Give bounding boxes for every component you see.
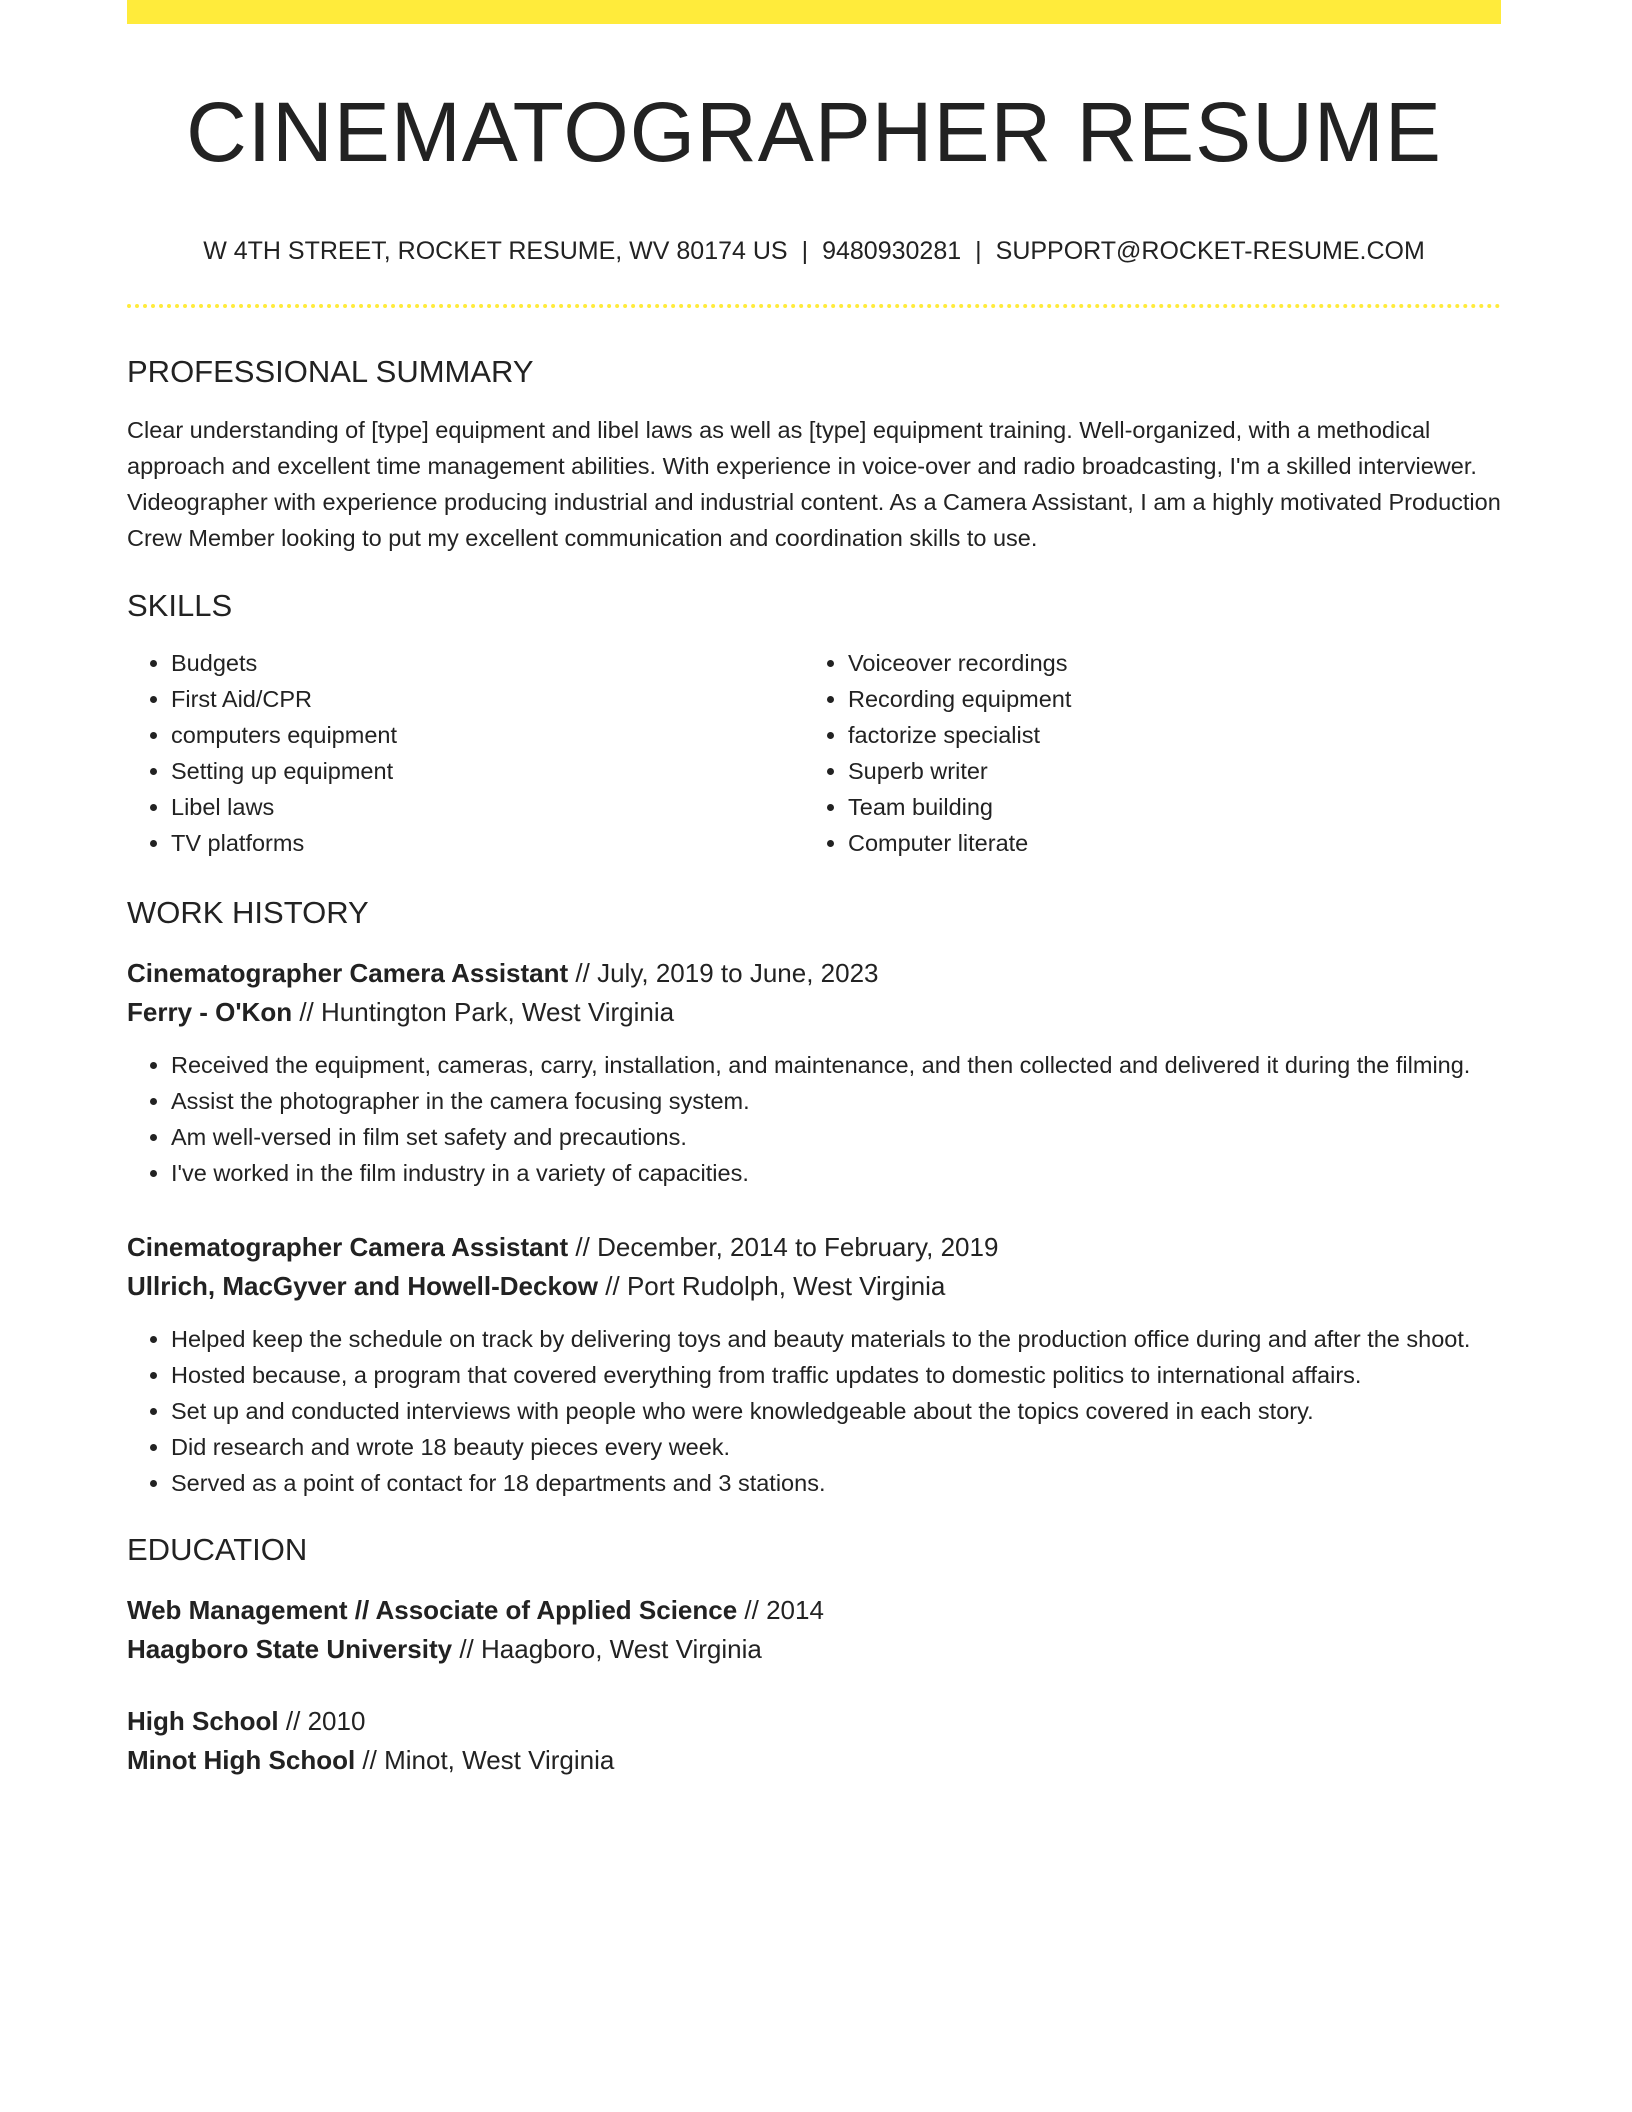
job-bullet: • Set up and conducted interviews with people who were knowledgeable about the topics covered in each story.	[171, 1393, 1501, 1429]
job-bullets	[127, 1047, 1501, 1191]
skills-column-right	[804, 645, 1481, 861]
job-title: Cinematographer Camera Assistant	[127, 1231, 569, 1262]
education-year: // 2010	[285, 1706, 366, 1737]
skill-item: • Budgets	[171, 645, 804, 681]
contact-phone: 9480930281	[822, 237, 962, 266]
work-history-heading: WORK HISTORY	[127, 894, 369, 930]
job-entry	[127, 1228, 1501, 1501]
job-location: // Huntington Park, West Virginia	[299, 996, 675, 1027]
job-bullet: • Hosted because, a program that covered everything from traffic updates to domestic politics to international affairs.	[171, 1357, 1501, 1393]
job-bullet: • Did research and wrote 18 beauty pieces every week.	[171, 1429, 1501, 1465]
job-bullet: • Received the equipment, cameras, carry, installation, and maintenance, and then collected and delivered it during the filming.	[171, 1047, 1501, 1083]
summary-text: Clear understanding of [type] equipment and libel laws as well as [type] equipment training. Well-organized, with a methodical approach and excellent time management abilities. With experience in voice-over and radio broadcasting, I'm a skilled interviewer. Videographer with experience producing industrial and industrial content. As a Camera Assistant, I am a highly motivated Production Crew Member looking to put my excellent communication and coordination skills to use.	[127, 416, 1501, 551]
contact-address: W 4TH STREET, ROCKET RESUME, WV 80174 US	[203, 237, 788, 266]
skill-item: • First Aid/CPR	[171, 681, 804, 717]
education-school: Minot High School	[127, 1745, 356, 1776]
skill-item: • Computer literate	[848, 825, 1481, 861]
education-degree-line	[127, 1591, 1501, 1630]
education-school: Haagboro State University	[127, 1634, 453, 1665]
contact-separator: |	[801, 237, 809, 266]
skills-list	[127, 645, 1501, 861]
job-company-line	[127, 1267, 1501, 1306]
education-location: // Haagboro, West Virginia	[459, 1634, 762, 1665]
job-company: Ferry - O'Kon	[127, 996, 293, 1027]
job-company-line	[127, 993, 1501, 1032]
job-location: // Port Rudolph, West Virginia	[605, 1270, 946, 1301]
job-company: Ullrich, MacGyver and Howell-Deckow	[127, 1270, 599, 1301]
skill-item: • TV platforms	[171, 825, 804, 861]
job-bullet: • Am well-versed in film set safety and precautions.	[171, 1119, 1501, 1155]
contact-line	[127, 236, 1501, 266]
job-dates: // July, 2019 to June, 2023	[575, 957, 879, 988]
contact-email: SUPPORT@ROCKET-RESUME.COM	[995, 237, 1425, 266]
skill-item: • Voiceover recordings	[848, 645, 1481, 681]
accent-top-bar	[127, 0, 1501, 24]
job-bullet: • Served as a point of contact for 18 departments and 3 stations.	[171, 1465, 1501, 1501]
resume-page	[127, 0, 1501, 1780]
skill-item: • Recording equipment	[848, 681, 1481, 717]
skill-item: • factorize specialist	[848, 717, 1481, 753]
job-bullet: • I've worked in the film industry in a variety of capacities.	[171, 1155, 1501, 1191]
job-bullet: • Helped keep the schedule on track by delivering toys and beauty materials to the production office during and after the shoot.	[171, 1321, 1501, 1357]
skill-item: • Superb writer	[848, 753, 1481, 789]
skills-heading: SKILLS	[127, 587, 233, 623]
job-bullet: • Assist the photographer in the camera focusing system.	[171, 1083, 1501, 1119]
summary-heading: PROFESSIONAL SUMMARY	[127, 354, 534, 390]
education-entry	[127, 1591, 1501, 1669]
skill-item: • computers equipment	[171, 717, 804, 753]
skills-column-left	[127, 645, 804, 861]
skill-item: • Libel laws	[171, 789, 804, 825]
job-entry	[127, 954, 1501, 1191]
job-title-line	[127, 1228, 1501, 1267]
skill-item: • Team building	[848, 789, 1481, 825]
education-entry	[127, 1702, 1501, 1780]
education-heading: EDUCATION	[127, 1531, 308, 1567]
contact-separator: |	[975, 237, 982, 266]
job-title: Cinematographer Camera Assistant	[127, 957, 569, 988]
job-title-line	[127, 954, 1501, 993]
job-bullets	[127, 1321, 1501, 1501]
education-school-line	[127, 1741, 1501, 1780]
skill-item: • Setting up equipment	[171, 753, 804, 789]
job-dates: // December, 2014 to February, 2019	[575, 1231, 999, 1262]
education-degree: High School	[127, 1706, 279, 1737]
education-degree-line	[127, 1702, 1501, 1741]
education-degree: Web Management // Associate of Applied Science	[127, 1595, 738, 1626]
resume-title: CINEMATOGRAPHER RESUME	[186, 85, 1442, 179]
dotted-divider	[127, 304, 1501, 308]
education-year: // 2014	[744, 1595, 824, 1626]
education-location: // Minot, West Virginia	[362, 1745, 615, 1776]
education-school-line	[127, 1630, 1501, 1669]
